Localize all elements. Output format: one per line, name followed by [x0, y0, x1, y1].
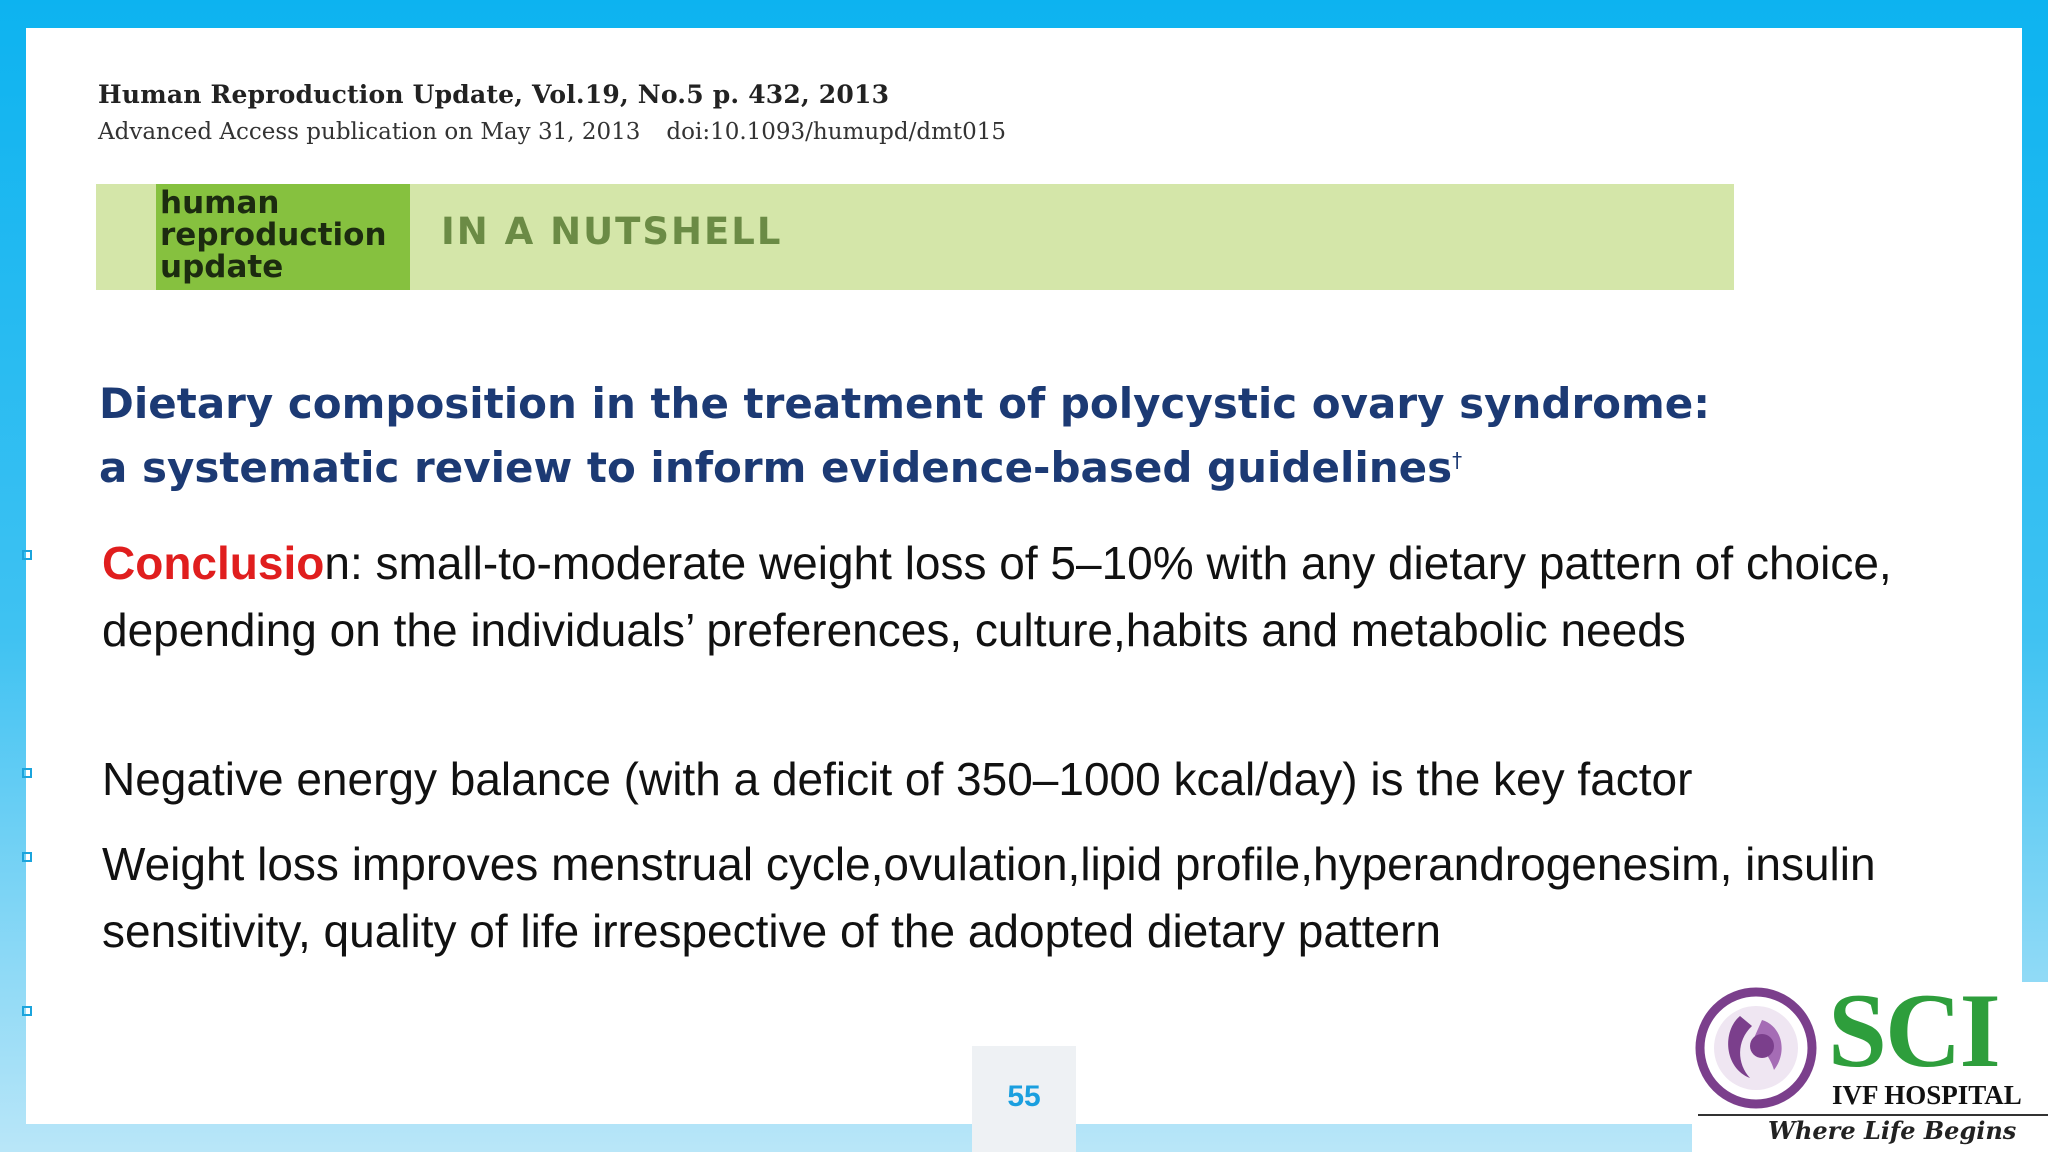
journal-citation: Human Reproduction Update, Vol.19, No.5 p. 432, 2013 [98, 80, 890, 109]
logo-brand: SCI [1828, 972, 1999, 1089]
bullet-marker [22, 852, 32, 862]
title-dagger: † [1452, 448, 1463, 472]
logo-emblem-icon [1692, 986, 1822, 1116]
journal-logo-line: update [160, 249, 284, 285]
logo-name: IVF HOSPITAL [1832, 1080, 2022, 1110]
article-title-line1: Dietary composition in the treatment of polycystic ovary syndrome: [99, 379, 1711, 428]
conclusion-text: : small-to-moderate weight loss of 5–10% with any dietary pattern of choice, depending on the individuals’ preferences, culture,habits and metabolic needs [102, 537, 1892, 656]
hospital-logo [1692, 972, 2048, 1152]
logo-tagline: Where Life Begins [1768, 1116, 2017, 1145]
journal-banner [96, 184, 1734, 290]
conclusion-label: Conclusio [102, 537, 325, 589]
bullet-marker [22, 768, 32, 778]
article-title [99, 376, 1799, 496]
journal-logo-line: human [160, 185, 280, 221]
page-number: 55 [1007, 1080, 1041, 1113]
page-number-box [972, 1046, 1076, 1152]
journal-logo-line: reproduction [160, 217, 387, 253]
publication-date: Advanced Access publication on May 31, 2013 [98, 119, 641, 145]
bullet-conclusion [102, 530, 1982, 664]
journal-logo [156, 184, 410, 290]
section-label: IN A NUTSHELL [441, 210, 783, 253]
article-title-line2: a systematic review to inform evidence-based guidelines [99, 443, 1453, 492]
journal-publication-line [98, 119, 1006, 145]
journal-citation-block [98, 80, 1006, 145]
bullet-energy: Negative energy balance (with a deficit of 350–1000 kcal/day) is the key factor [102, 753, 1693, 805]
doi: doi:10.1093/humupd/dmt015 [666, 119, 1007, 145]
bullet-marker [22, 550, 32, 560]
conclusion-label-end: n [324, 537, 350, 589]
bullet-weight-loss: Weight loss improves menstrual cycle,ovulation,lipid profile,hyperandrogenesim, insulin sensitivity, quality of life irrespective of the adopted dietary pattern [102, 838, 1876, 957]
bullet-marker [22, 1006, 32, 1016]
